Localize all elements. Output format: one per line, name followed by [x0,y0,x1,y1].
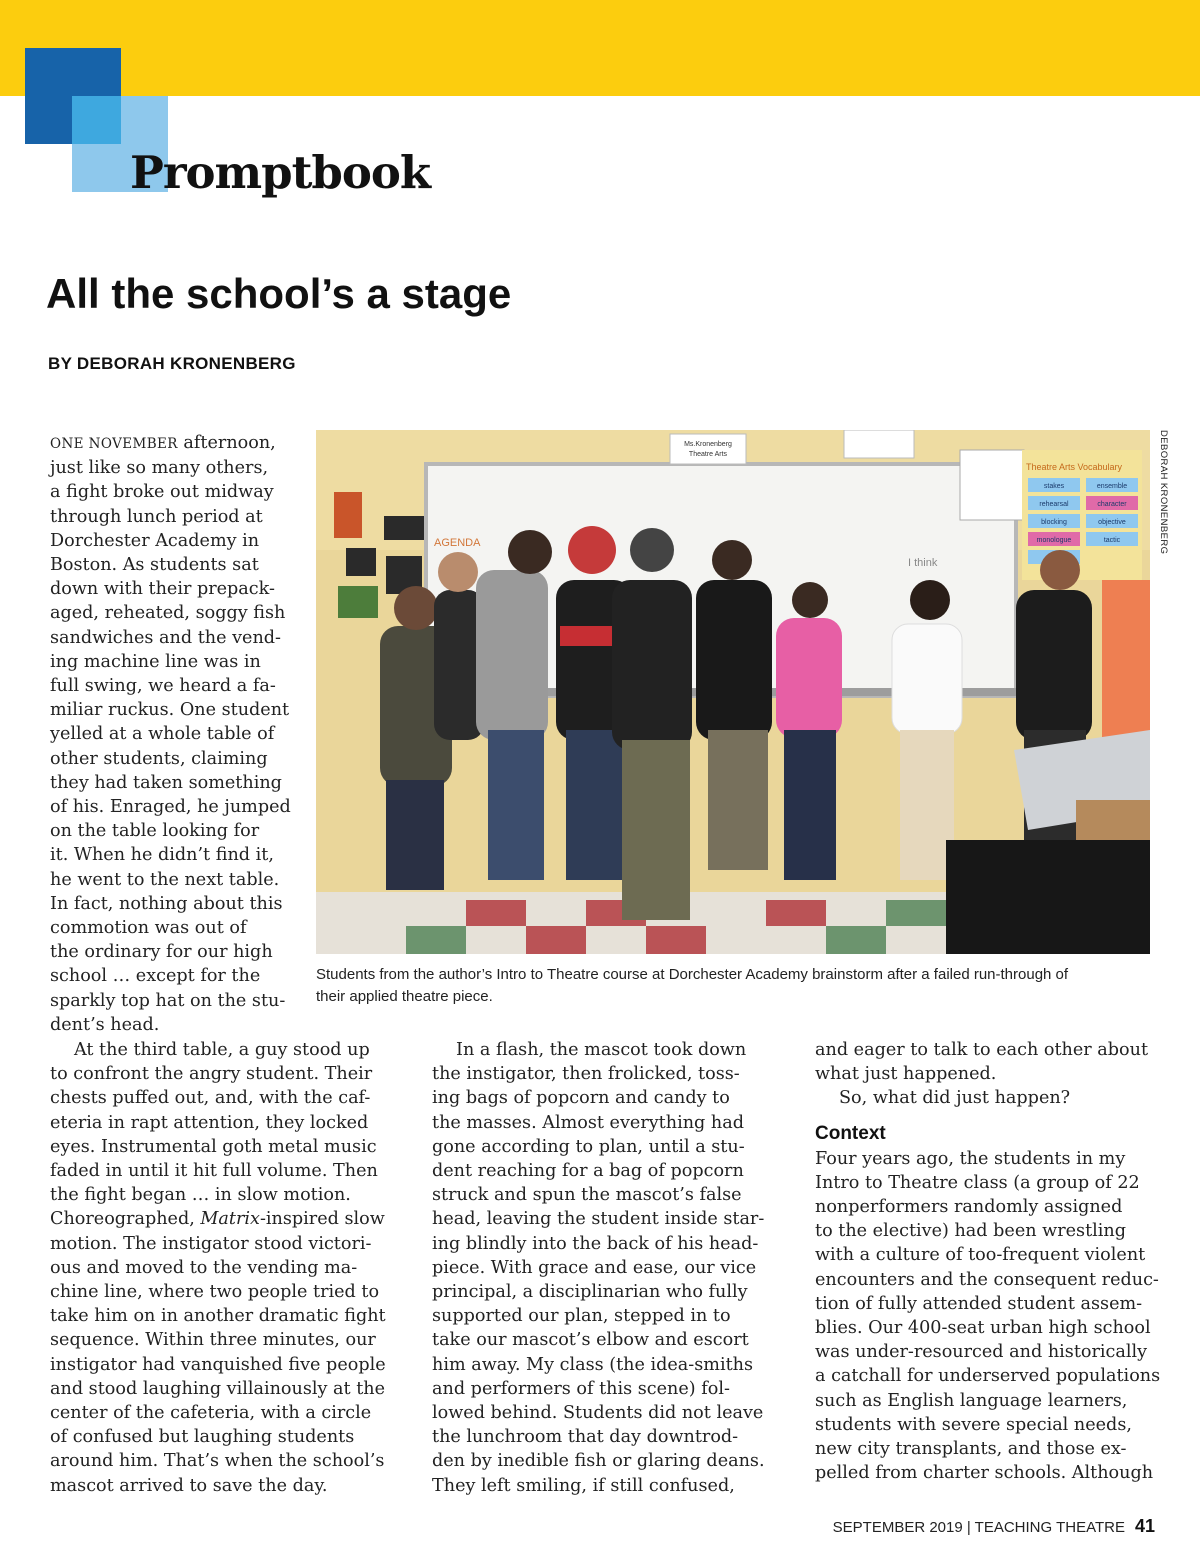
text-line: den by inedible fish or glaring deans. [432,1451,765,1472]
text-line: yelled at a whole table of [50,724,275,745]
text-line: of his. Enraged, he jumped [50,797,291,818]
text-line: around him. That’s when the school’s [50,1451,385,1472]
vocab-word: tactic [1103,537,1121,544]
text-line: pelled from charter schools. Although [815,1463,1154,1484]
text-line: chests puffed out, and, with the caf- [50,1088,371,1109]
text-line: just like so many others, [50,458,269,479]
text-line: to confront the angry student. Their [50,1064,373,1085]
text-line: eyes. Instrumental goth metal music [50,1136,377,1157]
vocab-word: rehearsal [1039,501,1069,508]
text-line: and stood laughing villainously at the [50,1378,386,1399]
text-line: center of the cafeteria, with a circle [50,1403,372,1424]
caption-line: their applied theatre piece. [316,988,493,1005]
text-line: miliar ruckus. One student [50,700,290,721]
text-line: head, leaving the student inside star- [432,1209,765,1230]
text-line: tion of fully attended student assem- [815,1293,1143,1314]
text-line: through lunch period at [50,506,263,527]
caption-line: Students from the author’s Intro to Theatre course at Dorchester Academy brainstorm after a failed run-through of [316,966,1069,983]
article-title: All the school’s a stage [46,270,512,317]
text-line: lowed behind. Students did not leave [432,1403,764,1424]
text-line: motion. The instigator stood victori- [50,1233,372,1254]
logo-square-mid [72,96,121,144]
text-line: he went to the next table. [50,869,280,890]
text-line: instigator had vanquished five people [50,1354,386,1375]
vocab-word: objective [1098,519,1126,526]
text-line: ing machine line was in [50,651,261,672]
column-1-top [50,431,300,1037]
paragraph-first-line: In a flash, the mascot took down [456,1040,747,1060]
text-line: what just happened. [815,1064,997,1085]
board-agenda: AGENDA [434,537,481,549]
text-line: ous and moved to the vending ma- [50,1257,358,1278]
page-number: 41 [1134,1516,1155,1536]
vocab-word: character [1097,501,1127,508]
vocab-word: blocking [1041,519,1067,526]
text-line: him away. My class (the idea-smiths [432,1354,753,1375]
text-line: take him on in another dramatic fight [50,1306,386,1327]
text-line: new city transplants, and those ex- [815,1439,1127,1460]
column-1-top-lines [50,456,300,1037]
text-line: Boston. As students sat [50,555,259,576]
article-photo [316,430,1150,954]
column-3-bottom-lines [815,1147,1165,1486]
nameplate-line-2: Theatre Arts [688,451,728,458]
first-line-rest: afternoon, [177,433,276,453]
text-line: on the table looking for [50,821,260,842]
page-footer [833,1516,1155,1537]
text-line: Dorchester Academy in [50,530,260,551]
text-line: chine line, where two people tried to [50,1282,380,1303]
board-note: I think [908,557,938,569]
text-line: down with their prepack- [50,579,275,600]
text-line: ing bags of popcorn and candy to [432,1088,730,1109]
column-1-bottom-lines-a [50,1062,400,1207]
text-line: sparkly top hat on the stu- [50,990,286,1011]
text-line: and performers of this scene) fol- [432,1378,730,1399]
first-line [50,431,300,456]
question-line: So, what did just happen? [839,1088,1071,1109]
text-line: commotion was out of [50,918,247,939]
photo-caption [316,964,1156,1008]
text-line: the masses. Almost everything had [432,1112,744,1133]
vocab-title: Theatre Arts Vocabulary [1025,462,1123,472]
text-line: of confused but laughing students [50,1427,355,1448]
matrix-line-post: -inspired slow [259,1209,385,1230]
matrix-line-pre: Choreographed, [50,1209,201,1230]
column-1-bottom [50,1038,400,1498]
text-line: dent’s head. [50,1014,160,1035]
text-line: Four years ago, the students in my [815,1148,1126,1169]
text-line: eteria in rapt attention, they locked [50,1112,369,1133]
text-line: a catchall for underserved populations [815,1366,1161,1387]
subhead-context: Context [815,1122,886,1144]
photo-credit: DEBORAH KRONENBERG [1158,430,1169,555]
text-line: was under-resourced and historically [815,1342,1148,1363]
byline: BY DEBORAH KRONENBERG [48,354,296,373]
text-line: blies. Our 400-seat urban high school [815,1318,1151,1339]
text-line: the lunchroom that day downtrod- [432,1427,739,1448]
column-3 [815,1038,1165,1485]
text-line: they had taken something [50,772,282,793]
text-line: students with severe special needs, [815,1414,1132,1435]
text-line: sandwiches and the vend- [50,627,281,648]
text-line: Intro to Theatre class (a group of 22 [815,1172,1140,1193]
column-2 [432,1038,782,1498]
text-line: the fight began … in slow motion. [50,1185,351,1206]
matrix-title: Matrix [200,1209,260,1230]
text-line: other students, claiming [50,748,268,769]
lead-in-smallcaps: ONE NOVEMBER [50,436,178,452]
column-3-top-lines [815,1038,1165,1086]
text-line: take our mascot’s elbow and escort [432,1330,749,1351]
text-line: school … except for the [50,966,261,987]
paragraph-first-line: At the third table, a guy stood up [74,1040,370,1060]
text-line: mascot arrived to save the day. [50,1475,328,1496]
text-line: supported our plan, stepped in to [432,1306,731,1327]
text-line: encounters and the consequent reduc- [815,1269,1159,1290]
text-line: the ordinary for our high [50,942,273,963]
text-line: and eager to talk to each other about [815,1040,1149,1060]
text-line: dent reaching for a bag of popcorn [432,1161,744,1182]
text-line: piece. With grace and ease, our vice [432,1257,757,1278]
vocab-word: stakes [1043,483,1065,490]
text-line: They left smiling, if still confused, [432,1475,735,1496]
column-2-lines [432,1062,782,1498]
text-line: aged, reheated, soggy fish [50,603,286,624]
text-line: sequence. Within three minutes, our [50,1330,376,1351]
text-line: gone according to plan, until a stu- [432,1136,745,1157]
section-title: Promptbook [130,146,431,199]
vocab-word: monologue [1036,537,1072,544]
text-line: a fight broke out midway [50,482,274,503]
text-line: the instigator, then frolicked, toss- [432,1064,740,1085]
text-line: such as English language learners, [815,1390,1128,1411]
text-line: it. When he didn’t find it, [50,845,274,866]
text-line: with a culture of too-frequent violent [815,1245,1146,1266]
matrix-line [50,1207,400,1231]
text-line: ing blindly into the back of his head- [432,1233,759,1254]
text-line: In fact, nothing about this [50,893,283,914]
column-1-bottom-lines-b [50,1232,400,1498]
top-color-bar [0,0,1200,96]
text-line: faded in until it hit full volume. Then [50,1161,378,1182]
footer-issue: SEPTEMBER 2019 | TEACHING THEATRE [832,1519,1125,1536]
text-line: nonperformers randomly assigned [815,1197,1123,1218]
text-line: full swing, we heard a fa- [50,676,276,697]
vocab-word: ensemble [1096,483,1128,490]
text-line: struck and spun the mascot’s false [432,1185,742,1206]
nameplate-line-1: Ms.Kronenberg [684,441,732,448]
text-line: principal, a disciplinarian who fully [432,1282,748,1303]
text-line: to the elective) had been wrestling [815,1221,1126,1242]
